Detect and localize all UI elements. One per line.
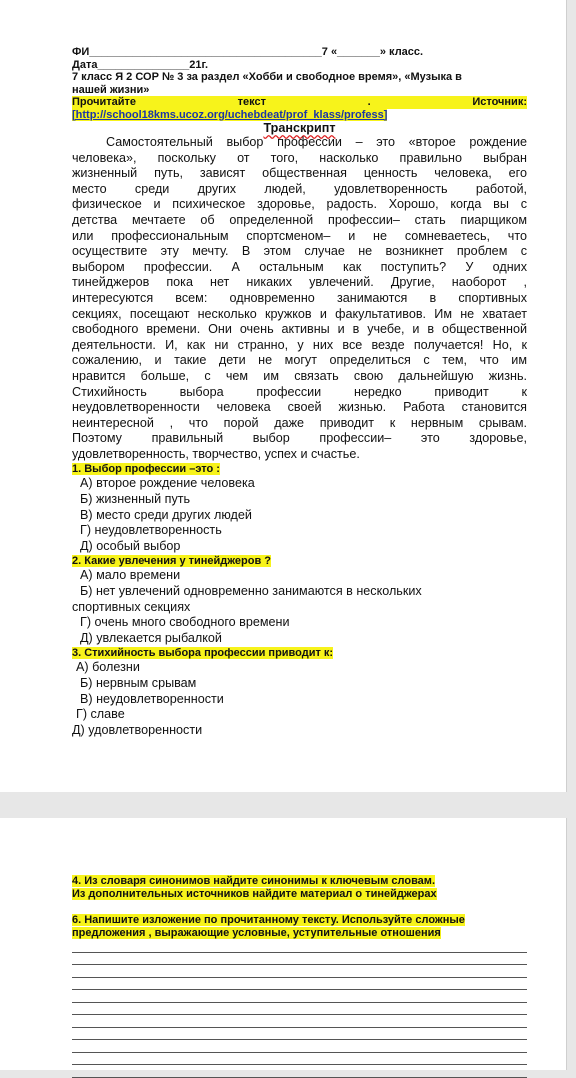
answer-line[interactable] xyxy=(72,978,527,991)
answer-option: Б) нервным срывам xyxy=(80,676,197,690)
task-6: 6. Напишите изложение по прочитанному тексту. Используйте сложные xyxy=(72,914,465,926)
answer-line[interactable] xyxy=(72,1028,527,1041)
text-line: человека», поскольку от того, насколько правильно выбран xyxy=(72,150,527,165)
answer-option: Б) нет увлечений одновременно занимаются в нескольких xyxy=(80,584,422,599)
answer-line[interactable] xyxy=(72,965,527,978)
source-link[interactable]: [http://school18kms.ucoz.org/uchebdeat/prof_klass/profess] xyxy=(72,108,388,121)
task-4: 4. Из словаря синонимов найдите синонимы к ключевым словам. xyxy=(72,875,435,887)
text-line: детства мечтаете об определенной профессии– стать пиарщиком xyxy=(72,212,527,227)
text-line: неудовлетворенности человека своей жизнью. Работа становится xyxy=(72,400,527,415)
task-6-cont: предложения , выражающие условные, уступительные отношения xyxy=(72,927,441,939)
text-line: Стихийность выбора профессии нередко приводит к xyxy=(72,384,527,399)
answer-line[interactable] xyxy=(72,990,527,1003)
answer-option: Г) неудовлетворенность xyxy=(80,523,222,538)
name-class-line: ФИ______________________________________7 «_______» класс. xyxy=(72,46,424,58)
text-line: жизненный путь, зависят общественная ценность человека, его xyxy=(72,166,527,181)
text-line: деятельности. И, как ни странно, у них все везде получается! Но, к xyxy=(72,337,527,352)
text-line: Самостоятельный выбор профессии – это «второе рождение xyxy=(106,135,527,149)
answer-option: Б) жизненный путь xyxy=(80,492,191,507)
answer-option: А) мало времени xyxy=(80,568,181,583)
answer-option: Д) удовлетворенности xyxy=(72,722,203,737)
text-title: Транскрипт xyxy=(263,121,336,135)
text-line: удовлетворенность, творчество, успех и счастье. xyxy=(72,446,360,461)
worksheet-content-2 xyxy=(72,875,527,1078)
answer-line[interactable] xyxy=(72,1040,527,1053)
answer-lines xyxy=(72,940,527,1078)
task-4-cont: Из дополнительных источников найдите материал о тинейджерах xyxy=(72,888,437,900)
answer-option: А) болезни xyxy=(76,660,140,675)
question-2: 2. Какие увлечения у тинейджеров ? xyxy=(72,555,272,568)
text-line: осуществите эту мечту. В этом случае не возникнет проблем с xyxy=(72,244,527,259)
text-line: сожалению, и такие дети не могут определиться с тем, что им xyxy=(72,353,527,368)
assessment-title-cont: нашей жизни» xyxy=(72,83,150,96)
answer-line[interactable] xyxy=(72,1003,527,1016)
answer-line[interactable] xyxy=(72,1015,527,1028)
answer-option: Д) увлекается рыбалкой xyxy=(80,630,222,645)
text-line: физическое и психическое здоровье, радость. Хорошо, когда вы с xyxy=(72,197,527,212)
answer-line[interactable] xyxy=(72,940,527,953)
answer-option: В) неудовлетворенности xyxy=(80,691,224,706)
answer-option: А) второе рождение человека xyxy=(80,476,255,491)
worksheet-content xyxy=(72,46,527,738)
text-line: выбором профессии. А остальным как поступить? У одних xyxy=(72,259,527,274)
text-line: секциях, посещают несколько кружков и факультативов. Им не хватает xyxy=(72,306,527,321)
text-line: свободного времени. Они очень активны и в учебе, и в общественной xyxy=(72,322,527,337)
text-line: неинтересной , что порой даже приводит к нервным срывам. xyxy=(72,415,527,430)
date-line: Дата_______________21г. xyxy=(72,58,208,71)
worksheet-page-2 xyxy=(0,818,567,1070)
text-line: интересуются всем: одновременно занимаются в спортивных xyxy=(72,290,527,305)
answer-option: Д) особый выбор xyxy=(80,538,181,553)
text-line: или профессиональным спортсменом– и не сомневаетесь, что xyxy=(72,228,527,243)
text-line: место среди других людей, удовлетворенность работой, xyxy=(72,181,527,196)
answer-option: В) место среди других людей xyxy=(80,507,252,522)
reading-text xyxy=(72,135,527,462)
answer-option: Г) славе xyxy=(76,707,125,722)
answer-line[interactable] xyxy=(72,1053,527,1066)
assessment-title: 7 класс Я 2 СОР № 3 за раздел «Хобби и свободное время», «Музыка в xyxy=(72,71,462,83)
text-line: нравится больше, с чем им связать свою дальнейшую жизнь. xyxy=(72,368,527,383)
answer-option-cont: спортивных секциях xyxy=(72,599,191,614)
question-1: 1. Выбор профессии –это : xyxy=(72,463,220,476)
answer-line[interactable] xyxy=(72,1065,527,1078)
text-line: тинейджеров пока нет никаких увлечений. Другие, наоборот , xyxy=(72,275,527,290)
answer-line[interactable] xyxy=(72,953,527,966)
answer-option: Г) очень много свободного времени xyxy=(80,615,290,630)
question-3: 3. Стихийность выбора профессии приводит к: xyxy=(72,647,334,660)
read-instruction: Прочитайте текст . Источник: xyxy=(72,96,527,108)
text-line: Поэтому правильный выбор профессии– это здоровье, xyxy=(72,431,527,446)
